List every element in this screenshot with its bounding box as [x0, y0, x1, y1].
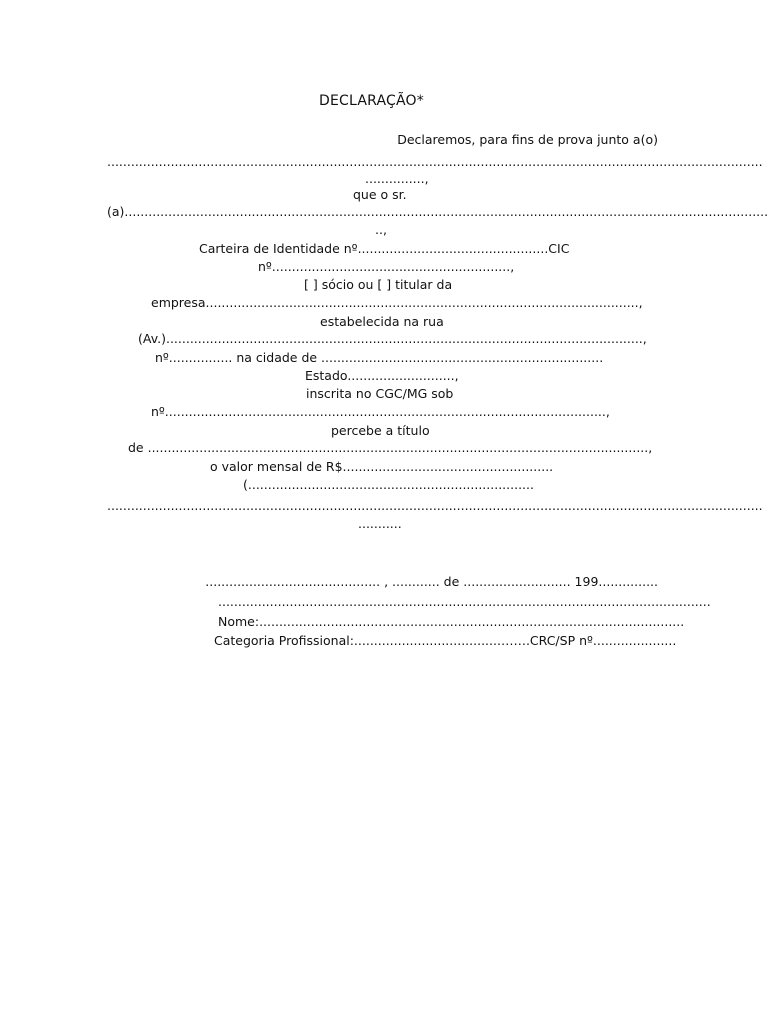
text-line: inscrita no CGC/MG sob: [306, 386, 454, 401]
text-line: (........................................................................: [243, 477, 534, 492]
signature-line: ............................................................................................................................: [218, 594, 711, 609]
text-line: Carteira de Identidade nº................................................CIC: [199, 241, 570, 256]
date-line: ............................................ , ............ de ........................... 199...............: [205, 574, 658, 589]
text-line: empresa.............................................................................................................,: [151, 295, 643, 310]
text-line: (Av.)........................................................................................................................,: [138, 331, 647, 346]
text-line: que o sr.: [353, 187, 407, 202]
text-line: nº............................................................,: [258, 259, 515, 274]
text-line: nº...............................................................................................................,: [151, 404, 610, 419]
text-line: o valor mensal de R$.....................................................: [210, 459, 554, 474]
text-line: percebe a título: [331, 423, 430, 438]
dotted-line: .....................................................................................................................................................................: [107, 154, 763, 169]
text-line: Estado...........................,: [305, 368, 459, 383]
text-line: de ..............................................................................................................................,: [128, 440, 653, 455]
category-field-line: Categoria Profissional:.....................................…….CRC/SP nº.....................: [214, 633, 677, 648]
name-field-line: Nome:...........................................................................................................: [218, 614, 685, 629]
text-line: ..,: [375, 222, 387, 237]
dotted-line: .....................................................................................................................................................................: [107, 498, 763, 513]
document-title: DECLARAÇÃO*: [319, 93, 424, 109]
text-line: nº................ na cidade de .......................................................................: [155, 350, 604, 365]
text-line: [ ] sócio ou [ ] titular da: [304, 277, 453, 292]
text-line: ...............,: [365, 171, 429, 186]
text-line: estabelecida na rua: [320, 314, 444, 329]
text-line: Declaremos, para fins de prova junto a(o): [397, 132, 658, 147]
text-line: ...........: [358, 516, 402, 531]
text-line: (a)..................................................................................................................................................................: [107, 204, 768, 219]
